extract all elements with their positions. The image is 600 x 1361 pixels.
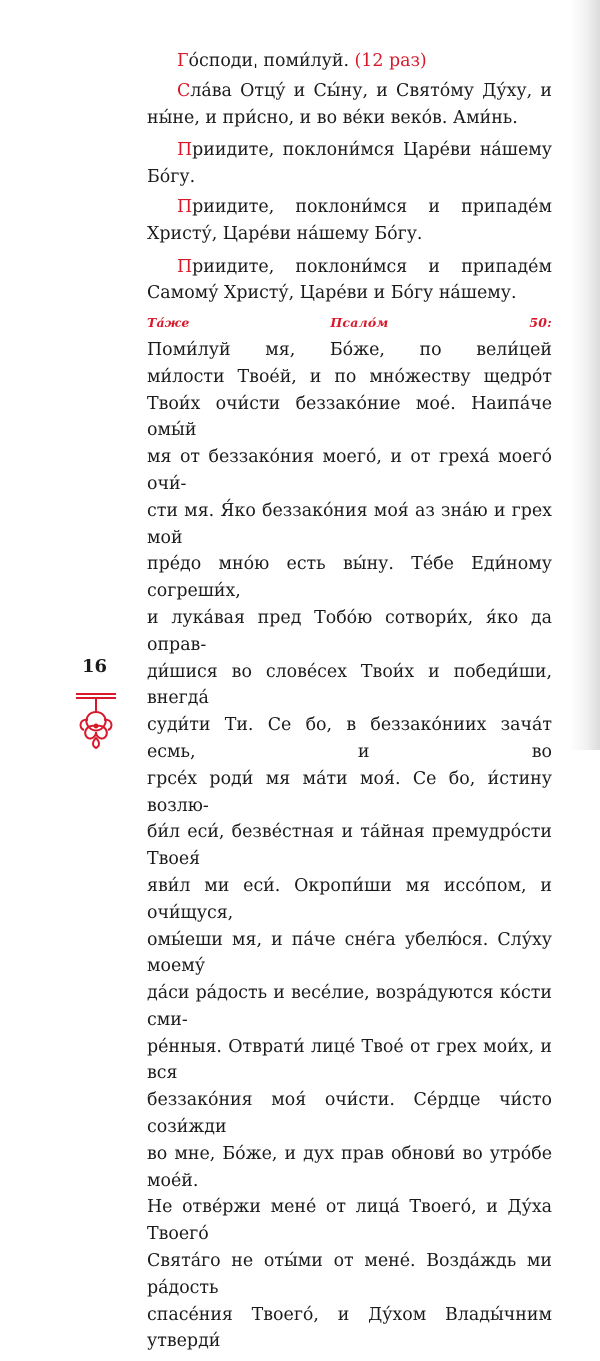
psalm-line: суди́ти Ти. Се бо, в беззако́ниих зача́т есмь, и во [147,715,552,762]
psalm-line: грсе́х роди́ мя ма́ти моя́. Се бо, и́стину возлю- [147,768,552,816]
red-initial: П [177,196,193,217]
psalm-line: омы́еши мя, и па́че сне́га убелю́ся. Слу́ху моему́ [147,929,552,977]
stanza-lord-have-mercy [147,48,552,75]
psalm-line: беззако́ния моя́ очи́сти. Се́рдце чи́сто сози́жди [147,1090,552,1138]
psalm-line: Та́же Псало́м 50: Поми́луй мя, Бо́же, по вели́цей [147,310,552,364]
psalm-rubric: Та́же Псало́м 50: [147,315,552,331]
red-initial: П [177,140,193,161]
rubric-repeat-count: (12 раз) [354,51,427,71]
psalm-line: Не отве́ржи мене́ от лица́ Твоего́, и Ду́ха Твоего́ [147,1197,552,1245]
stanza-text: риидите, поклони́мся и припаде́м Самому́ Христу́, Царе́ви и Бо́гу на́шему. [147,256,552,304]
stanza-glory [147,78,552,132]
psalm-line: мя от беззако́ния моего́, и от греха́ моего́ очи́- [147,447,552,494]
red-initial: Г [177,51,189,71]
psalm-line: яви́л ми еси́. Окропи́ши мя иссо́пом, и очи́щуся, [147,875,552,923]
psalm-line: и лука́вая пред Тобо́ю сотвори́х, я́ко да оправ- [147,607,552,655]
stanza-text: риидите, поклони́мся Царе́ви на́шему Бо́гу. [147,140,552,188]
stanza-come-worship-1 [147,137,552,191]
psalm-lines [147,310,552,1355]
psalm-line: ре́нныя. Отврати́ лице́ Твое́ от грех мои́х, и вся [147,1036,552,1084]
psalm-line: Твои́х очи́сти беззако́ние мое́. Наипа́че омы́й [147,393,552,441]
red-initial: П [177,256,193,277]
page-edge [570,0,600,750]
ornament-cross-icon [74,690,118,750]
stanza-text: риидите, поклони́мся и припаде́м Христу́, Царе́ви на́шему Бо́гу. [147,196,552,244]
psalm-line: ми́лости Твое́й, и по мно́жеству щедро́т [147,366,552,387]
psalm-line: сти мя. Я́ко беззако́ния моя́ аз зна́ю и грех мой [147,500,552,548]
psalm-line: ди́шися во слове́сех Твои́х и победи́ши, внегда́ [147,661,552,709]
psalm-line: Свята́го не оты́ми от мене́. Возда́ждь ми ра́дость [147,1251,552,1298]
page-number: 16 [82,656,108,677]
psalm-line: спасе́ния Твоего́, и Ду́хом Влады́чним утверди́ [147,1304,552,1352]
text-block [147,48,552,1361]
stanza-text: ла́ва Отцу́ и Сы́ну, и Свято́му Ду́ху, и ны́не, и при́сно, и во ве́ки веко́в. Ами́нь. [147,80,552,128]
stanza-come-worship-3 [147,254,552,308]
psalm-line: пре́до мно́ю есть вы́ну. Те́бе Еди́ному согреши́х, [147,554,552,602]
psalm-line: во мне, Бо́же, и дух прав обнови́ во утро́бе мое́й. [147,1143,552,1191]
psalm-50 [147,310,552,1355]
stanza-text: о́сподиˌ поми́луй. [188,51,355,71]
psalm-line: да́си ра́дость и весе́лие, возра́дуются ко́сти сми- [147,983,552,1030]
psalm-line: би́л еси́, безве́стная и та́йная премудро́сти Твоея́ [147,822,552,870]
red-initial: С [177,80,191,101]
stanza-come-worship-2 [147,194,552,248]
